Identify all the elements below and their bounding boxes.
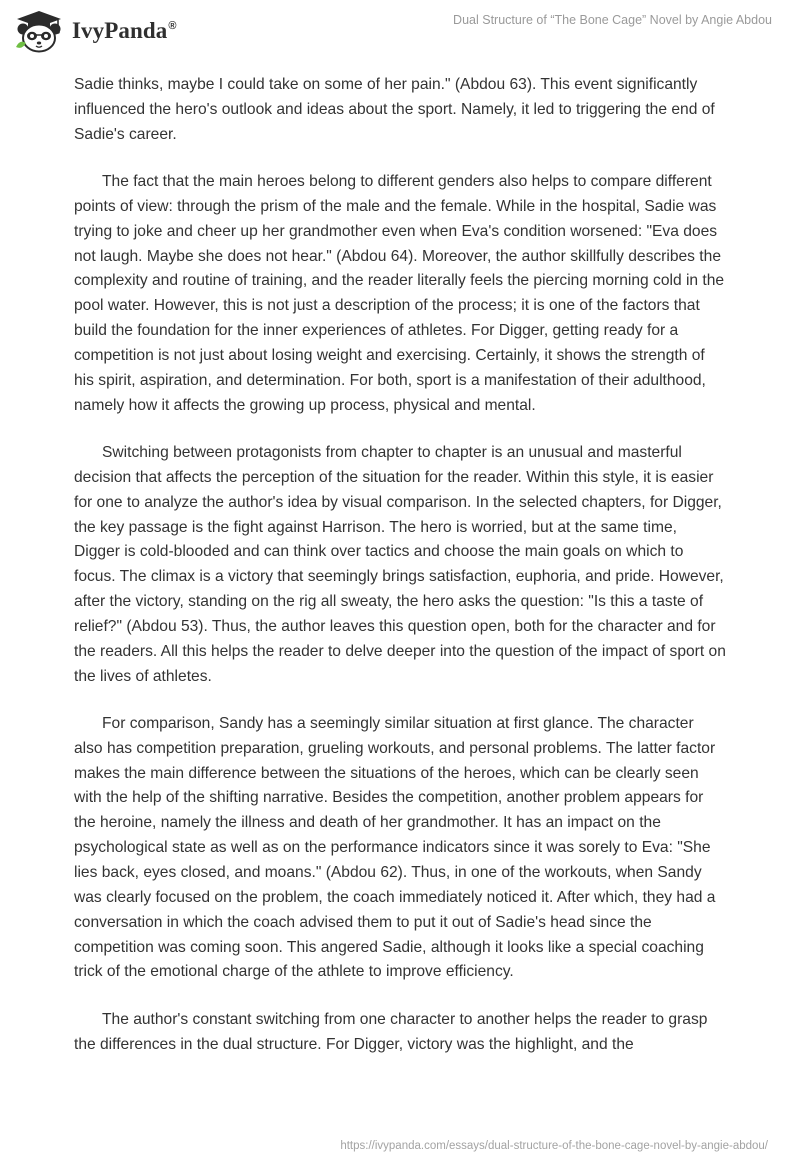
paragraph: For comparison, Sandy has a seemingly similar situation at first glance. The character also has competition preparation, grueling workouts, and personal problems. The latter factor makes the main difference between the situations of the heroes, which can be clearly seen with the help of the shifting narrative. Besides the competition, another problem appears for the heroine, namely the illness and death of her grandmother. It has an impact on the psychological state as well as on the performance indicators since it was sorely to Eva: "She lies back, eyes closed, and moans." (Abdou 62). Thus, in one of the workouts, when Sandy was clearly focused on the problem, the coach immediately noticed it. After which, they had a conversation in which the coach advised them to put it out of Sadie's head since the competition was coming soon. This angered Sadie, although it looks like a special coaching trick of the emotional charge of the athlete to improve efficiency. (74, 714, 716, 981)
brand-name-text: IvyPanda (72, 17, 168, 43)
panda-graduate-icon (14, 9, 64, 53)
brand-name (72, 19, 177, 42)
source-url[interactable]: https://ivypanda.com/essays/dual-structure-of-the-bone-cage-novel-by-angie-abdou/ (340, 1140, 768, 1152)
brand-logo[interactable] (14, 9, 177, 53)
essay-body (74, 73, 726, 1080)
brand-registered-mark: ® (168, 19, 177, 32)
document-title: Dual Structure of “The Bone Cage” Novel by Angie Abdou (453, 13, 772, 27)
paragraph: Switching between protagonists from chapter to chapter is an unusual and masterful decision that affects the perception of the situation for the reader. Within this style, it is easier for one to analyze the author's idea by visual comparison. In the selected chapters, for Digger, the key passage is the fight against Harrison. The hero is worried, but at the same time, Digger is cold-blooded and can think over tactics and choose the main goals on which to focus. The climax is a victory that seemingly brings satisfaction, euphoria, and pride. However, after the victory, standing on the rig all sweaty, the hero asks the question: "Is this a taste of relief?" (Abdou 53). Thus, the author leaves this question open, both for the character and for the readers. All this helps the reader to delve deeper into the question of the impact of sport on the lives of athletes. (74, 443, 726, 685)
paragraph: The author's constant switching from one character to another helps the reader to grasp the differences in the dual structure. For Digger, victory was the highlight, and the (74, 1010, 708, 1053)
paragraph: Sadie thinks, maybe I could take on some of her pain." (Abdou 63). This event significantly influenced the hero's outlook and ideas about the sport. Namely, it led to triggering the end of Sadie's career. (74, 76, 715, 143)
page-header (0, 0, 800, 64)
paragraph: The fact that the main heroes belong to different genders also helps to compare different points of view: through the prism of the male and the female. While in the hospital, Sadie was trying to joke and cheer up her grandmother even when Eva's condition worsened: "Eva does not laugh. Maybe she does not hear." (Abdou 64). Moreover, the author skillfully describes the complexity and routine of training, and the reader literally feels the piercing morning cold in the pool water. However, this is not just a description of the process; it is one of the factors that build the foundation for the inner experiences of athletes. For Digger, getting ready for a competition is not just about losing weight and exercising. Certainly, it shows the strength of his spirit, aspiration, and determination. For both, sport is a manifestation of their adulthood, namely how it affects the growing up process, physical and mental. (74, 173, 725, 414)
